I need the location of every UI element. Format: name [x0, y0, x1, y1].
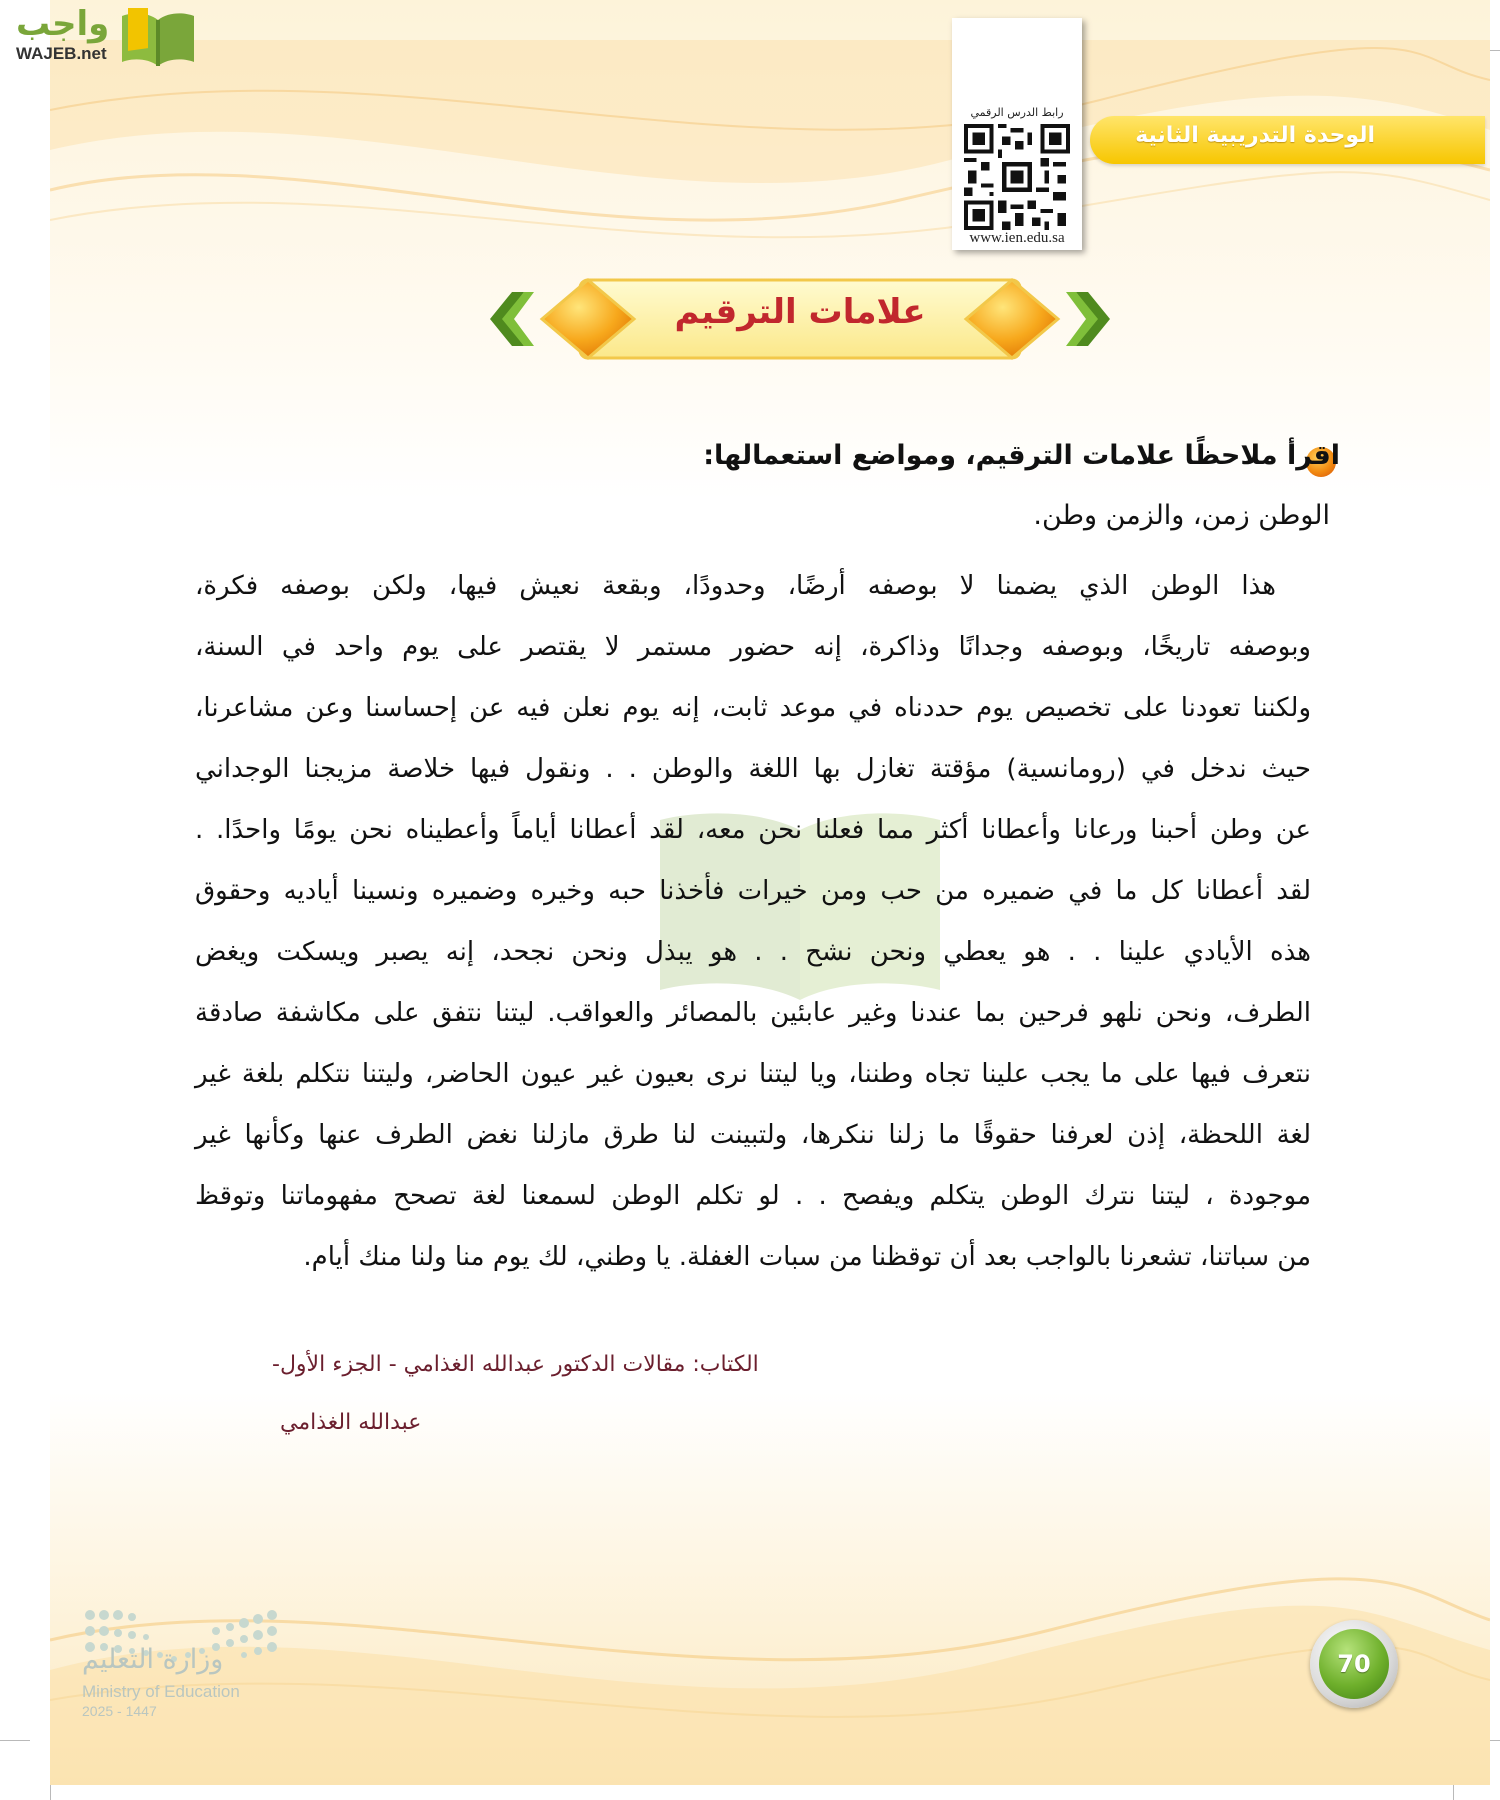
passage-body: [195, 556, 1311, 1288]
passage-line: ولكننا تعودنا على تخصيص يوم حددناه في موعد ثابت، إنه يوم نعلن فيه عن إحساسنا وعن مشاعرنا،: [195, 693, 1311, 723]
passage-heading: الوطن زمن، والزمن وطن.: [1033, 500, 1330, 531]
passage-line: وبوصفه تاريخًا، وبوصفه وجدانًا وذاكرة، إنه حضور مستمر لا يقتصر على يوم واحد في السنة،: [195, 632, 1311, 662]
page-number: 70: [1319, 1629, 1389, 1699]
instruction-text: اقرأ ملاحظًا علامات الترقيم، ومواضع استعمالها:: [703, 440, 1340, 471]
passage-line: هذه الأيادي علينا . . هو يعطي ونحن نشح . . هو يبذل ونحن نجحد، إنه يصبر ويسكت ويغض: [195, 937, 1311, 967]
passage-line: هذا الوطن الذي يضمنا لا بوصفه أرضًا، وحدودًا، وبقعة نعيش فيها، ولكن بوصفه فكرة،: [195, 571, 1276, 601]
unit-title: الوحدة التدريبية الثانية: [1135, 123, 1375, 148]
logo-domain-text: WAJEB.net: [16, 44, 107, 63]
source-book: الكتاب: مقالات الدكتور عبدالله الغذامي - الجزء الأول-: [272, 1352, 759, 1377]
passage-line: حيث ندخل في (رومانسية) مؤقتة تغازل بها اللغة والوطن . . ونقول فيها خلاصة مزيجنا الوجداني: [195, 754, 1311, 784]
ministry-name-ar: وزارة التعليم: [82, 1644, 224, 1675]
book-icon: [120, 8, 196, 66]
ministry-name-en: Ministry of Education: [82, 1682, 240, 1701]
lesson-title: علامات الترقيم: [674, 292, 926, 332]
qr-url[interactable]: www.ien.edu.sa: [969, 230, 1065, 246]
source-author: عبدالله الغذامي: [280, 1410, 422, 1435]
logo-arabic-text: واجب: [16, 4, 110, 44]
wajeb-logo[interactable]: [8, 4, 188, 66]
edition-year: 2025 - 1447: [82, 1703, 157, 1719]
passage-line: نتعرف فيها على ما يجب علينا تجاه وطننا، ويا ليتنا نرى بعيون غير عيون الحاضر، وليتنا نتكلم بلغة غير: [195, 1059, 1311, 1089]
qr-label: رابط الدرس الرقمي: [970, 106, 1064, 119]
passage-line: موجودة ، ليتنا نترك الوطن يتكلم ويفصح . . لو تكلم الوطن لسمعنا لغة تصحح مفهوماتنا وتوقظ: [195, 1181, 1311, 1211]
qr-card[interactable]: [952, 18, 1082, 250]
page-number-badge: [1310, 1620, 1398, 1708]
passage-line: من سباتنا، تشعرنا بالواجب بعد أن توقظنا من سبات الغفلة. يا وطني، لك يوم منا ولنا منك أيام.: [303, 1242, 1311, 1272]
passage-line: لقد أعطانا كل ما في ضميره من حب ومن خيرات فأخذنا حبه وخيره وضميره ونسينا أياديه وحقوق: [195, 876, 1311, 906]
qr-code-icon[interactable]: [964, 124, 1070, 230]
unit-banner: [1090, 116, 1485, 164]
crop-mark: [0, 1740, 30, 1741]
passage-line: لغة اللحظة، إذن لعرفنا حقوقًا ما زلنا ننكرها، ولتبينت لنا طرق مازلنا نغض الطرف عنها وكأنها غير: [195, 1120, 1311, 1150]
lesson-title-banner: [490, 272, 1110, 370]
passage-line: الطرف، ونحن نلهو فرحين بما عندنا وغير عابئين بالمصائر والعواقب. ليتنا نتفق على مكاشفة صادقة: [195, 998, 1311, 1028]
passage-line: عن وطن أحبنا ورعانا وأعطانا أكثر مما فعلنا نحن معه، لقد أعطانا أياماً وأعطيناه نحن يومًا واحدًا. .: [195, 815, 1311, 845]
